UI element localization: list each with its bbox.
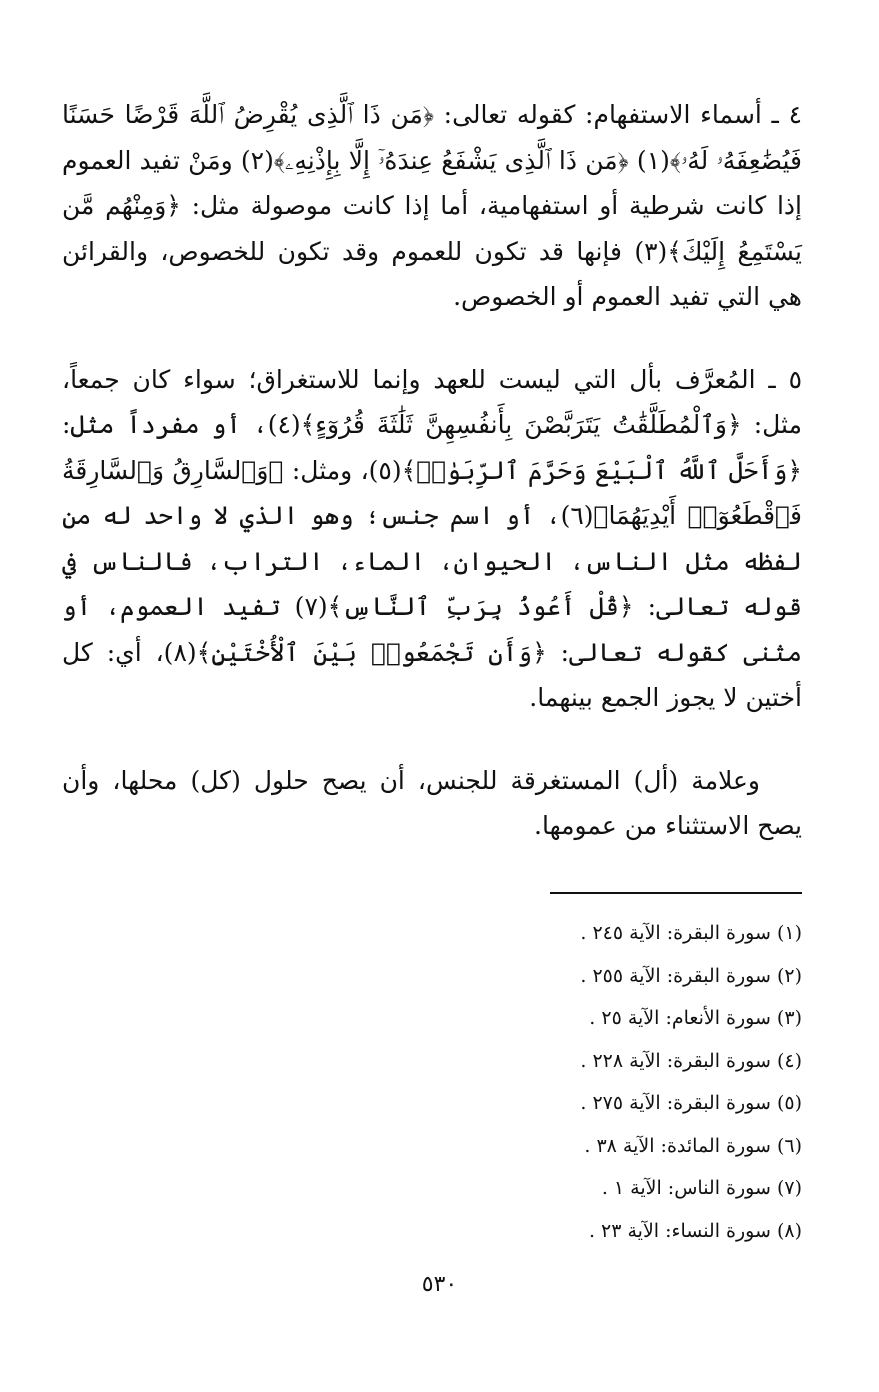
footnote: (٨) سورة النساء: الآية ٢٣ . xyxy=(588,1219,802,1242)
footnote: (٢) سورة البقرة: الآية ٢٥٥ . xyxy=(580,964,802,987)
paragraph-definite-article: ٥ ـ المُعرَّف بأل التي ليست للعهد وإنما للاستغراق؛ سواء كان جمعاً، مثل: ﴿وَٱلْمُطَلَّقَٰتُ يَتَرَبَّصْنَ بِأَنفُسِهِنَّ ثَلَٰثَةَ قُرُوٓءٍ﴾(٤)، أو مفرداً مثل: ﴿وَأَحَلَّ ٱللَّهُ ٱلْبَيْعَ وَحَرَّمَ ٱلرِّبَوٰا۟﴾(٥)، ومثل: ﴿وَٱلسَّارِقُ وَٱلسَّارِقَةُ فَٱقْطَعُوٓا۟ أَيْدِيَهُمَا﴾(٦)، أو اسم جنس؛ وهو الذي لا واحد له من لفظه مثل الناس، الحيوان، الماء، التراب، فالناس في قوله تعالى: ﴿قُلْ أَعُوذُ بِرَبِّ ٱلنَّاسِ﴾(٧) تفيد العموم، أو مثنى كقوله تعالى: ﴿وَأَن تَجْمَعُوا۟ بَيْنَ ٱلْأُخْتَيْنِ﴾(٨)، أي: كل أختين لا يجوز الجمع بينهما. xyxy=(62,364,803,712)
footnote: (٦) سورة المائدة: الآية ٣٨ . xyxy=(584,1134,802,1157)
footnote: (١) سورة البقرة: الآية ٢٤٥ . xyxy=(580,922,802,944)
footnotes xyxy=(580,912,802,1252)
footnote: (٥) سورة البقرة: الآية ٢٧٥ . xyxy=(580,1092,802,1114)
page-number: ٥٣٠ xyxy=(421,1272,458,1297)
footnote: (٤) سورة البقرة: الآية ٢٢٨ . xyxy=(580,1049,802,1072)
main-text xyxy=(62,92,802,849)
footnote-separator xyxy=(550,892,802,894)
footnote: (٧) سورة الناس: الآية ١ . xyxy=(601,1177,802,1199)
footnote: (٣) سورة الأنعام: الآية ٢٥ . xyxy=(589,1007,802,1029)
paragraph-interrogative-nouns: ٤ ـ أسماء الاستفهام: كقوله تعالى: ﴿مَن ذَا ٱلَّذِى يُقْرِضُ ٱللَّهَ قَرْضًا حَسَنًا فَيُضَٰعِفَهُۥ لَهُۥ﴾(١) ﴿مَن ذَا ٱلَّذِى يَشْفَعُ عِندَهُۥٓ إِلَّا بِإِذْنِهِۦ﴾(٢) ومَنْ تفيد العموم إذا كانت شرطية أو استفهامية، أما إذا كانت موصولة مثل: ﴿وَمِنْهُم مَّن يَسْتَمِعُ إِلَيْكَ﴾(٣) فإنها قد تكون للعموم وقد تكون للخصوص، والقرائن هي التي تفيد العموم أو الخصوص. xyxy=(62,100,802,311)
paragraph-al-sign: وعلامة (أل) المستغرقة للجنس، أن يصح حلول (كل) محلها، وأن يصح الاستثناء من عمومها. xyxy=(62,765,802,840)
